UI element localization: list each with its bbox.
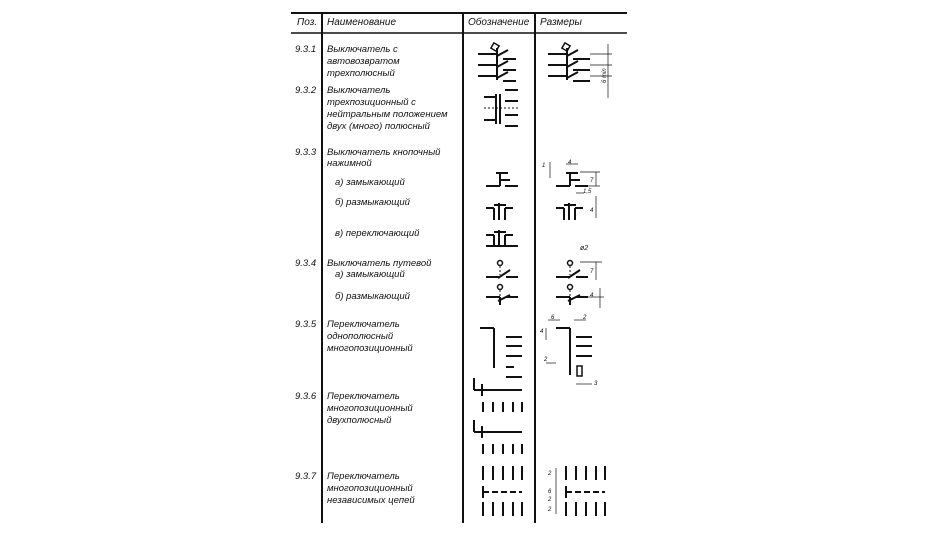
dimension-label: 6 min — [602, 68, 608, 83]
row-name-line: нажимной — [327, 158, 372, 169]
row-pos: 9.3.6 — [295, 391, 317, 402]
row-name-line: Переключатель — [327, 471, 400, 482]
row-pos: 9.3.1 — [295, 44, 317, 55]
row-name-line: Выключатель кнопочный — [327, 147, 441, 158]
dimension-label: 3 — [594, 381, 598, 387]
dimension-label: 7 — [590, 269, 594, 275]
dimension-label: 2 — [548, 471, 552, 477]
row-pos: 9.3.2 — [295, 85, 317, 96]
header-name: Наименование — [327, 17, 397, 28]
dimension-label: ø2 — [580, 245, 589, 252]
header-symbol: Обозначение — [468, 17, 530, 28]
header-size: Размеры — [540, 17, 582, 28]
row-sub-item: в) переключающий — [335, 228, 420, 239]
row-name-line: трехполюсный — [327, 68, 395, 79]
row-name-line: многопозиционный — [327, 483, 413, 494]
row-sub-item: а) замыкающий — [335, 177, 405, 188]
dimension-label: 2 — [548, 507, 552, 513]
dimension-label: 4 — [540, 329, 544, 335]
row-name-line: двух (много) полюсный — [327, 121, 430, 132]
row-name-line: трехпозиционный с — [327, 97, 416, 108]
row-sub-item: а) замыкающий — [335, 269, 405, 280]
dimension-label: 2 — [583, 315, 587, 321]
row-name-line: нейтральным положением — [327, 109, 448, 120]
row-pos: 9.3.5 — [295, 319, 317, 330]
dimension-label: 6 — [548, 489, 552, 495]
row-pos: 9.3.4 — [295, 258, 317, 269]
row-name-line: Выключатель — [327, 85, 391, 96]
row-sub-item: б) размыкающий — [335, 291, 410, 302]
row-name-line: Переключатель — [327, 391, 400, 402]
row-name-line: автовозвратом — [327, 56, 400, 67]
dimension-label: 2 — [548, 497, 552, 503]
row-name-line: многопозиционный — [327, 343, 413, 354]
dimension-label: 2 — [544, 357, 548, 363]
row-name-line: Выключатель с — [327, 44, 398, 55]
dimension-label: 4 — [568, 160, 572, 166]
row-sub-item: б) размыкающий — [335, 197, 410, 208]
row-pos: 9.3.3 — [295, 147, 317, 158]
dimension-label: 1 — [542, 163, 546, 169]
dimension-label: 7 — [590, 178, 594, 184]
row-name-line: Переключатель — [327, 319, 400, 330]
row-name-line: двухполюсный — [327, 415, 392, 426]
row-name-line: однополюсный — [327, 331, 394, 342]
row-name-line: независимых цепей — [327, 495, 415, 506]
row-name-line: многопозиционный — [327, 403, 413, 414]
dimension-label: 4 — [590, 208, 594, 214]
row-pos: 9.3.7 — [295, 471, 317, 482]
dimension-label: 1,5 — [583, 189, 592, 195]
header-pos: Поз. — [297, 17, 318, 28]
dimension-label: 6 — [551, 315, 555, 321]
dimension-label: 4 — [590, 293, 594, 299]
row-name-line: Выключатель путевой — [327, 258, 432, 269]
